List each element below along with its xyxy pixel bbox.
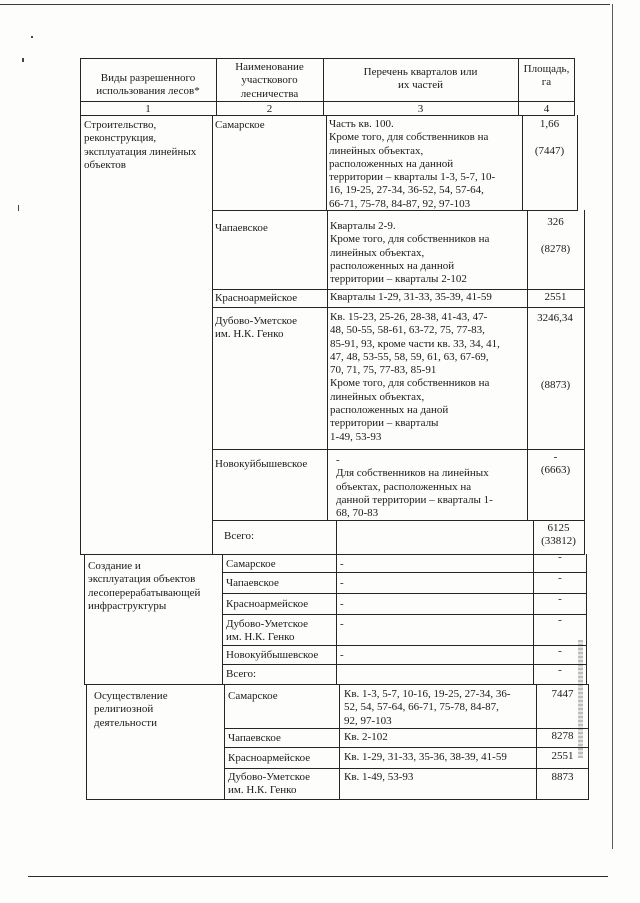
- total-area: 6125 (33812): [541, 522, 576, 548]
- forestry-name: Красноармейское: [228, 752, 311, 764]
- area-value: 8278: [551, 730, 574, 742]
- table-border-top: [80, 58, 575, 59]
- header-use-type: Виды разрешенного использования лесов*: [96, 72, 200, 98]
- table-border-left: [86, 684, 87, 800]
- column-divider: [339, 684, 340, 800]
- forestry-name: Дубово-Уметское им. Н.К. Генко: [228, 771, 311, 797]
- column-number: 4: [543, 103, 550, 115]
- forestry-name: Красноармейское: [215, 292, 298, 304]
- row-divider: [222, 572, 586, 573]
- quarters-list: -: [340, 618, 344, 630]
- row-divider: [212, 289, 584, 290]
- quarters-list: - Для собственников на линейных объектах, расположенных на данной территории – кварталы 1- 68, 70-83: [336, 454, 493, 520]
- area-value: -: [558, 572, 562, 584]
- forestry-name: Новокуйбышевское: [215, 458, 308, 470]
- quarters-list: Кв. 1-49, 53-93: [344, 771, 414, 783]
- table-border-right: [588, 684, 589, 800]
- row-divider: [212, 307, 584, 308]
- column-number: 2: [266, 103, 273, 115]
- forestry-name: Дубово-Уметское им. Н.К. Генко: [215, 315, 298, 341]
- row-divider: [212, 449, 584, 450]
- area-value: -: [558, 551, 562, 563]
- header-quarters: Перечень кварталов или их частей: [363, 66, 478, 92]
- quarters-list: Кв. 2-102: [344, 731, 388, 743]
- use-type-construction: Строительство, реконструкция, эксплуатация линейных объектов: [84, 119, 197, 171]
- area-value: -: [558, 614, 562, 626]
- column-number: 3: [417, 103, 424, 115]
- use-type-religious-activity: Осуществление религиозной деятельности: [94, 690, 168, 729]
- quarters-list: Часть кв. 100. Кроме того, для собственников на линейных объектах, расположенных на данной территории – кварталы 1-3, 5-7, 10- 16, 19-25, 27-34, 36-52, 54, 57-64, 66-71, 75-78, 84-87, 92, 97-103: [329, 118, 496, 210]
- quarters-list: -: [340, 558, 344, 570]
- column-divider: [336, 520, 337, 555]
- forestry-name: Чапаевское: [215, 222, 268, 234]
- quarters-list: Кв. 15-23, 25-26, 28-38, 41-43, 47- 48, 50-55, 58-61, 63-72, 75, 77-83, 85-91, 93, кроме части кв. 33, 34, 41, 47, 48, 53-55, 58, 59, 61, 63, 67-69, 70, 71, 75, 77-83, 85-91 Кроме того, для собственников на линейных объектах, расположенных на даной территории – кварталы 1-49, 53-93: [330, 311, 500, 443]
- area-value: 2551: [544, 291, 567, 303]
- column-divider: [327, 210, 328, 520]
- row-divider: [224, 768, 588, 769]
- forestry-name: Чапаевское: [226, 577, 279, 589]
- table-border-right: [577, 115, 578, 210]
- header-divider: [80, 101, 575, 102]
- table-border-right: [574, 58, 575, 115]
- forestry-name: Чапаевское: [228, 732, 281, 744]
- area-value: -: [558, 593, 562, 605]
- total-label: Всего:: [224, 530, 255, 542]
- row-divider: [222, 614, 586, 615]
- quarters-list: Кв. 1-29, 31-33, 35-36, 38-39, 41-59: [344, 751, 507, 763]
- column-divider: [224, 684, 225, 800]
- forestry-name: Красноармейское: [226, 598, 309, 610]
- table-border-right: [584, 210, 585, 555]
- row-divider: [224, 747, 588, 748]
- row-divider: [222, 593, 586, 594]
- area-value: (8873): [540, 379, 571, 391]
- total-area: -: [558, 664, 562, 676]
- area-value: 8873: [551, 771, 574, 783]
- forestry-name: Новокуйбышевское: [226, 649, 319, 661]
- table-border-left: [80, 115, 81, 555]
- use-type-processing-infrastructure: Создание и эксплуатация объектов лесоперерабатывающей инфраструктуры: [88, 560, 201, 612]
- total-label: Всего:: [226, 668, 257, 680]
- forestry-name: Самарское: [215, 119, 265, 131]
- table-border-right: [586, 554, 587, 684]
- quarters-list: Кварталы 1-29, 31-33, 35-39, 41-59: [330, 291, 492, 303]
- quarters-list: -: [340, 577, 344, 589]
- row-divider: [222, 645, 586, 646]
- forestry-name: Самарское: [226, 558, 276, 570]
- area-value: 2551: [551, 750, 574, 762]
- section-divider: [80, 554, 585, 555]
- forestry-name: Дубово-Уметское им. Н.К. Генко: [226, 618, 309, 644]
- table-border-left: [84, 554, 85, 684]
- column-divider: [326, 115, 327, 210]
- area-value: - (6663): [540, 451, 571, 477]
- quarters-list: Кв. 1-3, 5-7, 10-16, 19-25, 27-34, 36- 52, 54, 57-64, 66-71, 75-78, 84-87, 92, 97-103: [344, 688, 511, 727]
- row-divider: [222, 664, 586, 665]
- forestry-name: Самарское: [228, 690, 278, 702]
- column-number: 1: [145, 103, 151, 115]
- quarters-list: Кварталы 2-9. Кроме того, для собственников на линейных объектах, расположенных на данной территории – кварталы 2-102: [330, 220, 490, 286]
- area-value: 7447: [551, 688, 574, 700]
- header-area: Площадь, га: [523, 63, 570, 89]
- area-value: -: [558, 645, 562, 657]
- quarters-list: -: [340, 649, 344, 661]
- header-forestry: Наименование участкового лесничества: [235, 61, 304, 100]
- row-divider: [224, 728, 588, 729]
- column-divider: [212, 115, 213, 555]
- area-value: 1,66 (7447): [534, 118, 565, 157]
- section-divider: [84, 684, 588, 685]
- table-border-bottom: [86, 799, 588, 800]
- area-value: 3246,34: [537, 312, 573, 324]
- area-value: 326 (8278): [540, 216, 571, 255]
- quarters-list: -: [340, 598, 344, 610]
